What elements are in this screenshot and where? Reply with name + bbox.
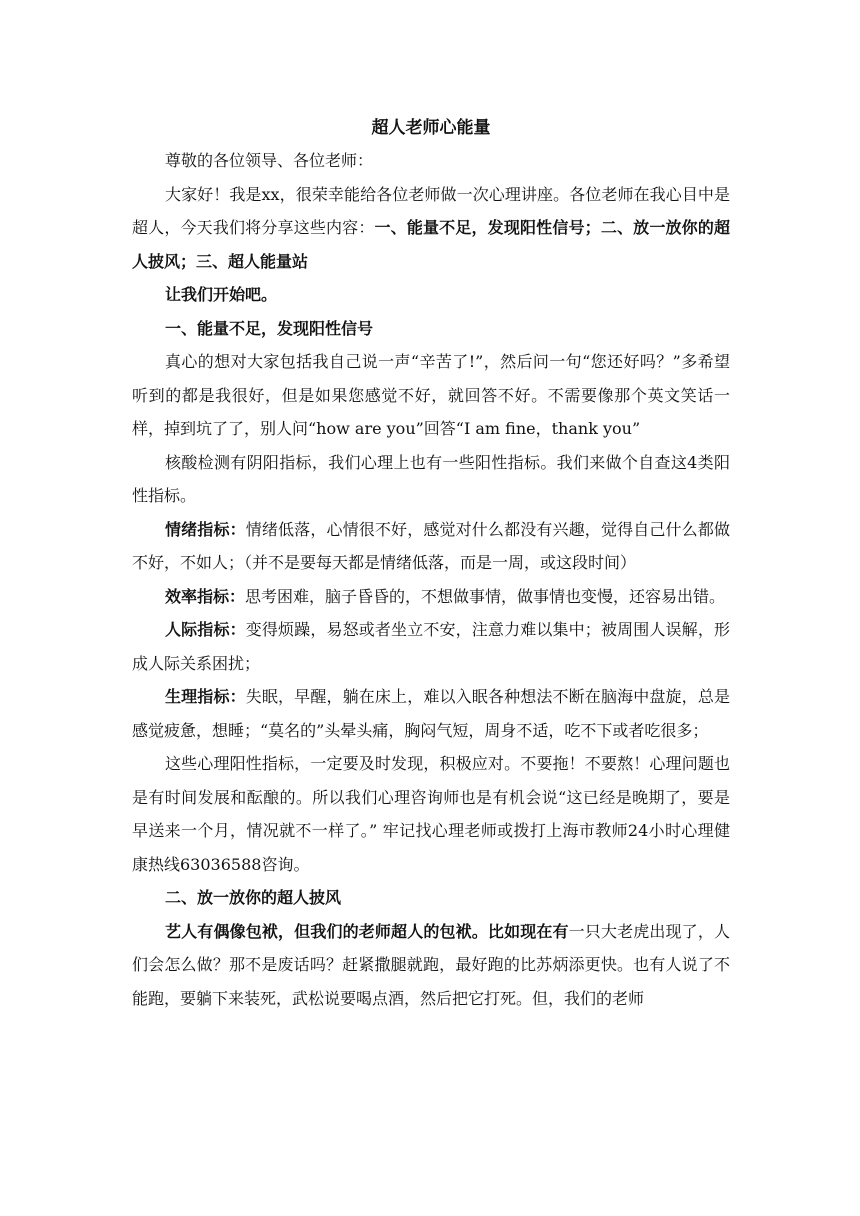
indicator-text: 变得烦躁，易怒或者坐立不安，注意力难以集中；被周围人误解，形成人际关系困扰； <box>132 620 730 673</box>
section-heading-1: 一、能量不足，发现阳性信号 <box>165 318 374 338</box>
intro-outline: 一、能量不足，发现阳性信号；二、放一放你的超人披风；三、超人能量站 <box>132 218 730 271</box>
intro-text: 大家好！我是xx，很荣幸能给各位老师做一次心理讲座。各位老师在我心目中是超人，今天我们将分享这些内容： <box>132 184 730 237</box>
document-title: 超人老师心能量 <box>371 118 491 138</box>
indicator-label: 情绪指标： <box>165 519 246 539</box>
indicator-label: 生理指标： <box>165 687 246 706</box>
indicator-emotion <box>132 513 730 580</box>
body-text: 一只大老虎出现了，人们会怎么做？那不是废话吗？赶紧撒腿就跑，最好跑的比苏炳添更快。也有人说了不能跑，要躺下来装死，武松说要喝点酒，然后把它打死。但，我们的老师 <box>132 921 730 1008</box>
emphasis-text: 艺人有偶像包袱，但我们的老师超人的包袱。比如现在有 <box>165 921 569 941</box>
greeting-paragraph: 尊敬的各位领导、各位老师： <box>165 151 374 170</box>
section-heading-2: 二、放一放你的超人披风 <box>165 888 342 907</box>
start-paragraph: 让我们开始吧。 <box>165 285 278 304</box>
indicator-label: 人际指标： <box>165 620 246 639</box>
indicator-label: 效率指标： <box>165 586 246 606</box>
indicator-text: 情绪低落，心情很不好，感觉对什么都没有兴趣，觉得自己什么都做不好，不如人；（并不是要每天都是情绪低落，而是一周，或这段时间） <box>132 519 730 572</box>
body-paragraph: 真心的想对大家包括我自己说一声“辛苦了!”，然后问一句“您还好吗？”多希望听到的都是我很好，但是如果您感觉不好，就回答不好。不需要像那个英文笑话一样，掉到坑了了，别人问“how are you”回答“I am fine，thank you” <box>132 352 730 438</box>
indicator-text: 思考困难，脑子昏昏的，不想做事情，做事情也变慢，还容易出错。 <box>245 586 726 606</box>
body-paragraph: 核酸检测有阴阳指标，我们心理上也有一些阳性指标。我们来做个自查这4类阳性指标。 <box>132 452 730 505</box>
document-body <box>132 112 730 1015</box>
body-paragraph <box>132 915 730 1016</box>
indicator-physiological <box>132 680 730 747</box>
indicator-efficiency <box>132 580 730 614</box>
body-paragraph: 这些心理阳性指标，一定要及时发现，积极应对。不要拖！不要熬！心理问题也是有时间发展和酝酿的。所以我们心理咨询师也是有机会说“这已经是晚期了，要是早送来一个月，情况就不一样了。” 牢记找心理老师或拨打上海市教师24小时心理健康热线63036588咨询。 <box>132 754 730 874</box>
indicator-text: 失眠，早醒，躺在床上，难以入眠各种想法不断在脑海中盘旋，总是感觉疲惫，想睡；“莫名的”头晕头痛，胸闷气短，周身不适，吃不下或者吃很多； <box>132 687 730 740</box>
indicator-interpersonal <box>132 613 730 680</box>
intro-paragraph <box>132 178 730 279</box>
